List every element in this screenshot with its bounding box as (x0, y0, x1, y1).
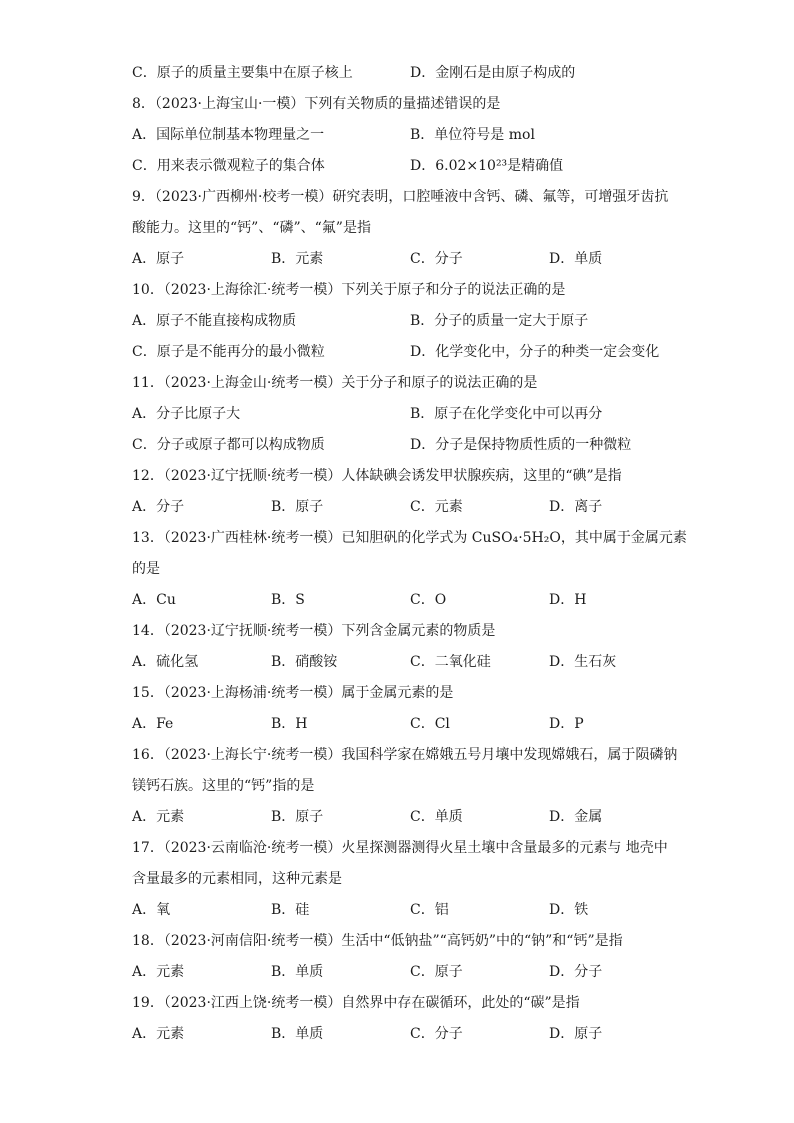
option-b: B．单质 (271, 964, 324, 980)
question-block (132, 678, 672, 740)
question-stem: 含量最多的元素相同，这种元素是 (132, 871, 342, 887)
option-row (132, 306, 672, 337)
question-block (132, 182, 672, 275)
question-stem: 18．（2023·河南信阳·统考一模）生活中“低钠盐”“高钙奶”中的“钠”和“钙”是指 (132, 933, 623, 949)
question-block (132, 523, 687, 616)
option-c: C．分子 (410, 251, 463, 267)
option-b: B．硝酸铵 (271, 654, 338, 670)
option-d: D．6.02×10²³是精确值 (410, 158, 564, 174)
question-stem: 镁钙石族。这里的“钙”指的是 (132, 778, 315, 794)
option-d: D．单质 (549, 251, 603, 267)
question-stem: 13．（2023·广西桂林·统考一模）已知胆矾的化学式为 CuSO₄·5H₂O，其中属于金属元素 (132, 530, 687, 546)
option-c: C．二氧化硅 (410, 654, 491, 670)
question-block (132, 616, 672, 678)
question-stem: 8．（2023·上海宝山·一模）下列有关物质的量描述错误的是 (132, 96, 501, 112)
option-a: A．Fe (132, 716, 174, 732)
option-a: A．元素 (132, 809, 185, 825)
option-c: C．铝 (410, 902, 449, 918)
option-a: A．分子比原子大 (132, 406, 241, 422)
option-d: D．生石灰 (549, 654, 617, 670)
option-d: D．铁 (549, 902, 589, 918)
option-c: C．原子是不能再分的最小微粒 (132, 344, 325, 360)
option-a: A．氧 (132, 902, 171, 918)
option-a: A．分子 (132, 499, 185, 515)
option-a: A．Cu (132, 592, 176, 608)
option-row (132, 585, 672, 616)
option-row (132, 1019, 672, 1050)
option-a: A．元素 (132, 1026, 185, 1042)
option-d: D．分子 (549, 964, 603, 980)
continued-options (132, 58, 672, 89)
question-stem: 10．（2023·上海徐汇·统考一模）下列关于原子和分子的说法正确的是 (132, 282, 566, 298)
option-b: B．原子 (271, 809, 324, 825)
question-block (132, 833, 672, 926)
option-b: B．分子的质量一定大于原子 (410, 313, 589, 329)
option-row (132, 647, 672, 678)
option-b: B．原子在化学变化中可以再分 (410, 406, 603, 422)
question-stem: 14．（2023·辽宁抚顺·统考一模）下列含金属元素的物质是 (132, 623, 496, 639)
option-row (132, 430, 672, 461)
option-a: A．原子 (132, 251, 185, 267)
option-d: D．化学变化中，分子的种类一定会变化 (410, 344, 660, 360)
option-b: B．H (271, 716, 308, 732)
option-c: C．用来表示微观粒子的集合体 (132, 158, 325, 174)
question-stem: 9．（2023·广西柳州·校考一模）研究表明，口腔唾液中含钙、磷、氟等，可增强牙齿抗 (132, 189, 669, 205)
option-row (132, 151, 672, 182)
option-c: C．原子的质量主要集中在原子核上 (132, 65, 353, 81)
option-d: D．离子 (549, 499, 603, 515)
question-stem: 15．（2023·上海杨浦·统考一模）属于金属元素的是 (132, 685, 454, 701)
option-d: D．金刚石是由原子构成的 (410, 65, 576, 81)
question-stem: 19．（2023·江西上饶·统考一模）自然界中存在碳循环，此处的“碳”是指 (132, 995, 580, 1011)
question-block (132, 368, 672, 461)
option-c: C．元素 (410, 499, 463, 515)
option-d: D．分子是保持物质性质的一种微粒 (410, 437, 632, 453)
option-row (132, 957, 672, 988)
question-stem: 17．（2023·云南临沧·统考一模）火星探测器测得火星土壤中含量最多的元素与 地壳中 (132, 840, 668, 856)
option-row (132, 120, 672, 151)
option-row (132, 895, 672, 926)
option-d: D．金属 (549, 809, 603, 825)
option-row (132, 337, 672, 368)
option-c: C．分子 (410, 1026, 463, 1042)
question-block (132, 740, 678, 833)
option-c: C．O (410, 592, 447, 608)
question-stem: 的是 (132, 561, 160, 577)
option-c: C．分子或原子都可以构成物质 (132, 437, 325, 453)
option-row (132, 244, 672, 275)
question-list (132, 58, 687, 1050)
option-b: B．单质 (271, 1026, 324, 1042)
question-stem: 12．（2023·辽宁抚顺·统考一模）人体缺碘会诱发甲状腺疾病，这里的“碘”是指 (132, 468, 622, 484)
option-b: B．S (271, 592, 305, 608)
option-row (132, 802, 672, 833)
question-block (132, 461, 672, 523)
question-block (132, 89, 672, 182)
option-row (132, 492, 672, 523)
option-b: B．单位符号是 mol (410, 127, 535, 143)
option-d: D．原子 (549, 1026, 603, 1042)
option-c: C．单质 (410, 809, 463, 825)
question-block (132, 926, 672, 988)
option-c: C．Cl (410, 716, 450, 732)
question-stem: 11．（2023·上海金山·统考一模）关于分子和原子的说法正确的是 (132, 375, 538, 391)
option-b: B．原子 (271, 499, 324, 515)
option-d: D．H (549, 592, 587, 608)
question-block (132, 988, 672, 1050)
option-c: C．原子 (410, 964, 463, 980)
option-b: B．硅 (271, 902, 310, 918)
question-stem: 酸能力。这里的“钙”、“磷”、“氟”是指 (132, 220, 371, 236)
option-row (132, 399, 672, 430)
option-row (132, 709, 672, 740)
option-a: A．原子不能直接构成物质 (132, 313, 297, 329)
option-a: A．国际单位制基本物理量之一 (132, 127, 325, 143)
option-a: A．元素 (132, 964, 185, 980)
option-d: D．P (549, 716, 584, 732)
question-stem: 16．（2023·上海长宁·统考一模）我国科学家在嫦娥五号月壤中发现嫦娥石，属于陨磷钠 (132, 747, 678, 763)
option-b: B．元素 (271, 251, 324, 267)
question-block (132, 275, 672, 368)
option-a: A．硫化氢 (132, 654, 199, 670)
